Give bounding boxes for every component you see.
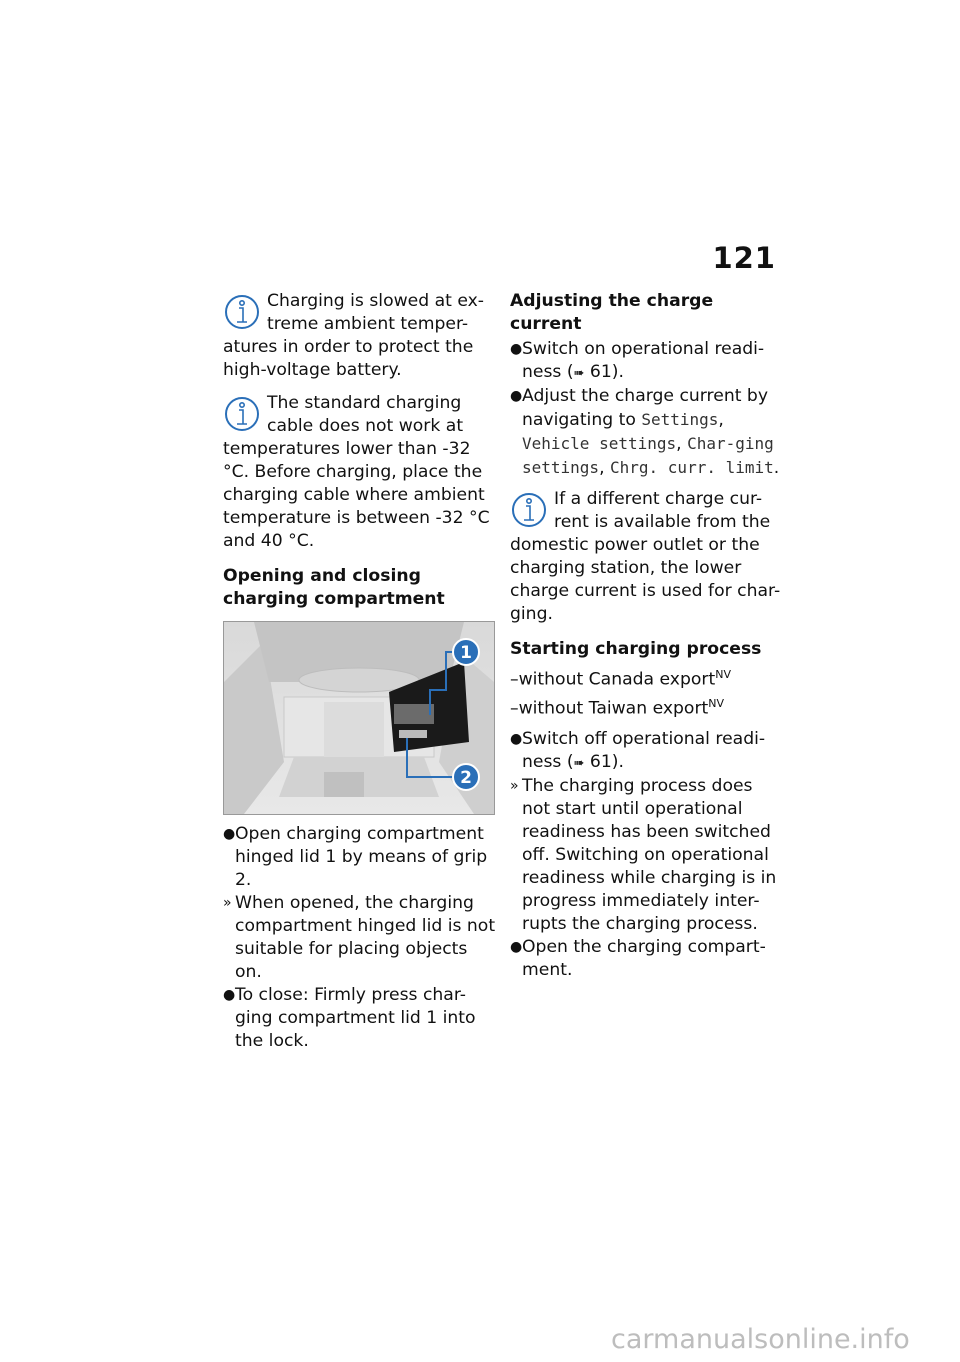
section-heading: Opening and closing charging compartment: [223, 566, 445, 609]
menu-item: Char-ging settings: [522, 434, 774, 477]
info-icon: [223, 292, 261, 332]
nv-superscript: NV: [715, 668, 731, 681]
result-arrow-icon: »: [510, 778, 519, 795]
menu-item: Chrg. curr. limit: [610, 458, 774, 477]
callout-2: 2: [460, 768, 472, 788]
info-icon: [223, 394, 261, 434]
step-list: [223, 823, 498, 1053]
info-icon: [510, 490, 548, 530]
bullet-icon: ●: [510, 731, 523, 748]
page-reference-arrow-icon: ➠: [573, 366, 585, 381]
list-item: ● Adjust the charge current by navigating to Settings, Vehicle settings, Char-ging settings, Chrg. curr. limit.: [510, 386, 780, 478]
list-item: ● Open the charging compart-ment.: [510, 937, 766, 981]
list-item: » The charging process does not start until operational readiness has been switched off. Switching on operational readiness while charging is in progress immediately inter-rupts the charging process.: [510, 776, 777, 935]
callout-1: 1: [460, 643, 472, 663]
bullet-icon: ●: [223, 987, 236, 1003]
list-item: ● Switch on operational readi-ness (➠ 61).: [510, 339, 765, 382]
step-list: [510, 338, 785, 480]
menu-item: Settings: [641, 410, 719, 429]
result-arrow-icon: »: [223, 895, 232, 911]
bullet-icon: ●: [510, 388, 523, 404]
list-item: ● To close: Firmly press char-ging compartment lid 1 into the lock.: [223, 985, 476, 1051]
condition-line: –without Taiwan export$^{NV}$: [510, 696, 725, 719]
watermark: carmanualsonline.info: [611, 1324, 910, 1355]
condition-line: –without Canada export$^{NV}$: [510, 668, 731, 690]
section-heading: Starting charging process: [510, 639, 762, 659]
nv-superscript: NV: [708, 696, 725, 710]
info-note-3: [510, 488, 785, 626]
page-reference[interactable]: 61).: [589, 362, 624, 382]
info-note-text: If a different charge cur-rent is available from the domestic power outlet or the charging station, the lower charge current is used for char-ging.: [510, 489, 781, 624]
page-number: 121: [712, 241, 776, 275]
bullet-icon: ●: [223, 826, 236, 842]
info-note-2: [223, 392, 498, 553]
list-item: » When opened, the charging compartment hinged lid is not suitable for placing objects on.: [223, 893, 496, 982]
section-heading: Adjusting the charge current: [510, 291, 714, 334]
page-reference[interactable]: 61).: [589, 752, 624, 773]
step-list: [510, 728, 785, 982]
right-column: [510, 290, 785, 982]
info-note-text: The standard charging cable does not work at temperatures lower than -32 °C. Before charging, place the charging cable where ambient temperature is between -32 °C and 40 °C.: [223, 393, 490, 551]
bullet-icon: ●: [510, 939, 523, 956]
info-note-text: Charging is slowed at ex-treme ambient temper-atures in order to protect the high-voltage battery.: [223, 291, 484, 380]
bullet-icon: ●: [510, 341, 523, 357]
list-item: ● Switch off operational readi-ness (➠ 61).: [510, 729, 766, 773]
menu-item: Vehicle settings: [522, 434, 677, 453]
page-reference-arrow-icon: ➠: [573, 756, 585, 772]
left-column: [223, 290, 498, 1053]
charging-compartment-figure: [223, 621, 495, 815]
list-item: ● Open charging compartment hinged lid 1 by means of grip 2.: [223, 824, 488, 890]
info-note-1: [223, 290, 498, 382]
